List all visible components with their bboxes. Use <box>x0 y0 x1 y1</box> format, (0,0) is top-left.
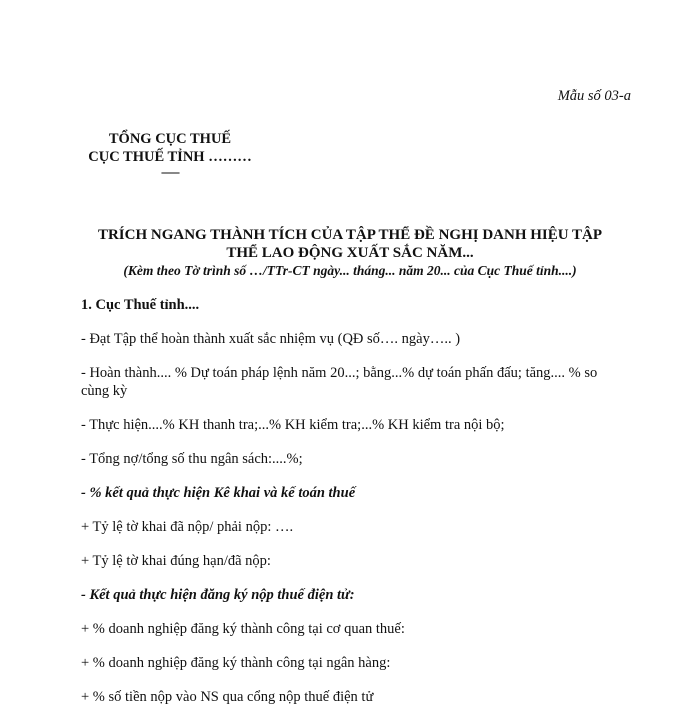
department-name: CỤC THUẾ TỈNH ……… <box>88 149 252 165</box>
subsection-heading: - Kết quả thực hiện đăng ký nộp thuế điện tử: <box>81 587 355 603</box>
document-subtitle: (Kèm theo Tờ trình số …/TTr-CT ngày... tháng... năm 20... của Cục Thuế tỉnh....) <box>123 263 577 278</box>
list-item: + % doanh nghiệp đăng ký thành công tại ngân hàng: <box>81 655 391 671</box>
list-item: + % số tiền nộp vào NS qua cổng nộp thuế điện tử <box>81 689 374 705</box>
header-rule: ------ <box>161 165 179 179</box>
document-title: TRÍCH NGANG THÀNH TÍCH CỦA TẬP THỂ ĐỀ NGHỊ DANH HIỆU TẬP THỂ LAO ĐỘNG XUẤT SẮC NĂM... <box>97 227 603 261</box>
document-body <box>81 296 626 722</box>
form-code: Mẫu số 03-a <box>557 88 631 104</box>
list-item: + Tỷ lệ tờ khai đã nộp/ phải nộp: …. <box>81 519 294 535</box>
subsection-heading: - % kết quả thực hiện Kê khai và kế toán thuế <box>81 485 356 501</box>
agency-header <box>80 130 260 177</box>
agency-name: TỔNG CỤC THUẾ <box>108 131 232 147</box>
list-item: - Tổng nợ/tổng số thu ngân sách:....%; <box>81 451 303 467</box>
list-item: - Thực hiện....% KH thanh tra;...% KH kiểm tra;...% KH kiểm tra nội bộ; <box>81 417 505 433</box>
list-item: - Đạt Tập thể hoàn thành xuất sắc nhiệm vụ (QĐ số…. ngày….. ) <box>81 331 461 347</box>
section-heading: 1. Cục Thuế tỉnh.... <box>81 297 200 313</box>
list-item: + Tỷ lệ tờ khai đúng hạn/đã nộp: <box>81 553 271 569</box>
list-item: - Hoàn thành.... % Dự toán pháp lệnh năm 20...; bằng...% dự toán phấn đấu; tăng.... % so cùng kỳ <box>81 365 598 399</box>
list-item: + % doanh nghiệp đăng ký thành công tại cơ quan thuế: <box>81 621 405 637</box>
